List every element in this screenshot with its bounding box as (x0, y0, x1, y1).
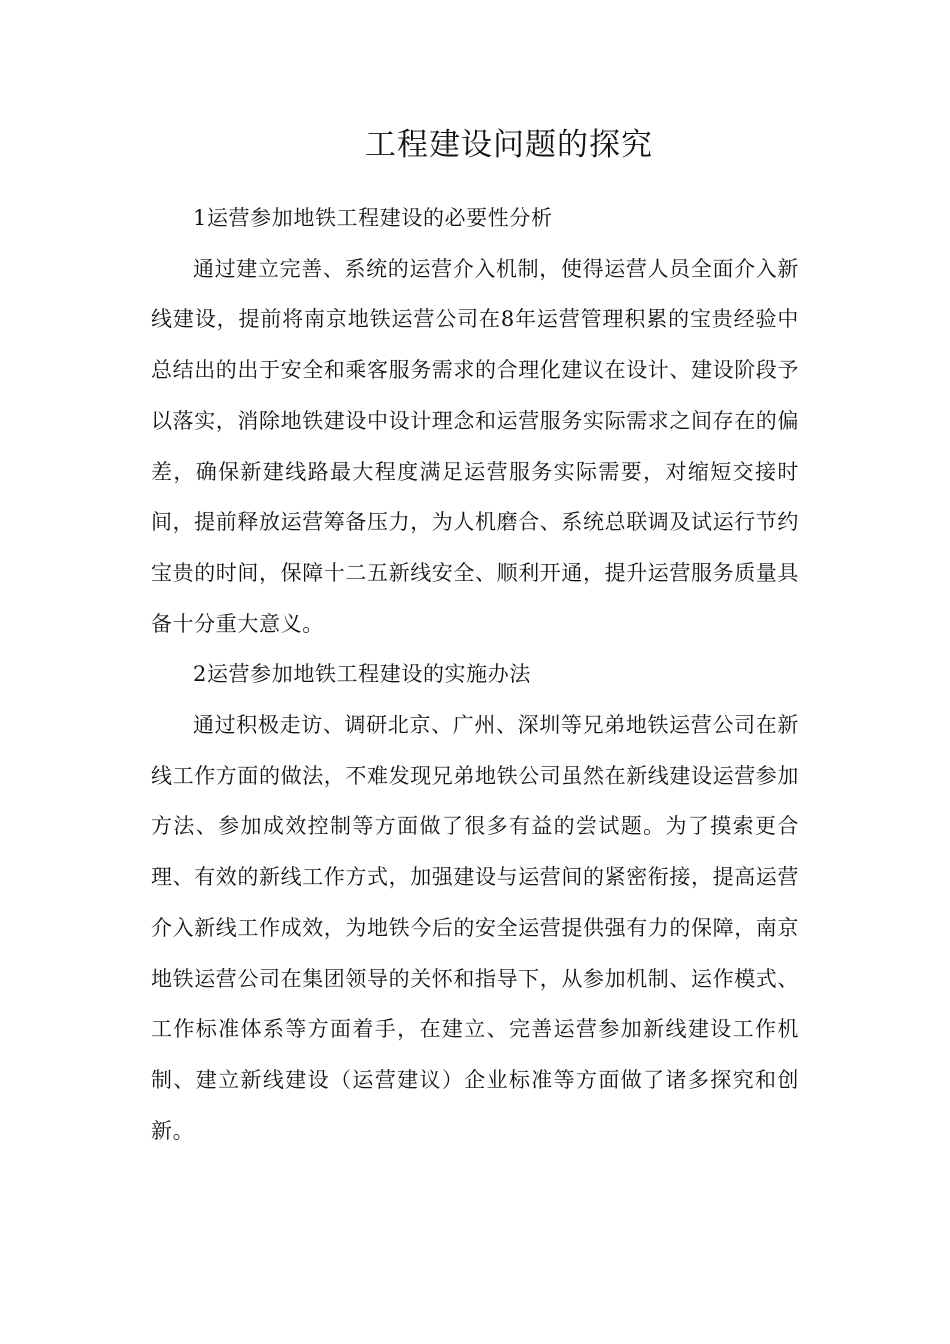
section-paragraph-2: 通过积极走访、调研北京、广州、深圳等兄弟地铁运营公司在新线工作方面的做法，不难发现兄弟地铁公司虽然在新线建设运营参加方法、参加成效控制等方面做了很多有益的尝试题。为了摸索更合理、有效的新线工作方式，加强建设与运营间的紧密衔接，提高运营介入新线工作成效，为地铁今后的安全运营提供强有力的保障，南京地铁运营公司在集团领导的关怀和指导下，从参加机制、运作模式、工作标准体系等方面着手，在建立、完善运营参加新线建设工作机制、建立新线建设（运营建议）企业标准等方面做了诸多探究和创新。 (151, 713, 799, 1143)
section-paragraph-1: 通过建立完善、系统的运营介入机制，使得运营人员全面介入新线建设，提前将南京地铁运营公司在8年运营管理积累的宝贵经验中总结出的出于安全和乘客服务需求的合理化建议在设计、建设阶段予以落实，消除地铁建设中设计理念和运营服务实际需求之间存在的偏差，确保新建线路最大程度满足运营服务实际需要，对缩短交接时间，提前释放运营筹备压力，为人机磨合、系统总联调及试运行节约宝贵的时间，保障十二五新线安全、顺利开通，提升运营服务质量具备十分重大意义。 (151, 256, 799, 636)
document-body (151, 193, 799, 1156)
document-title: 工程建设问题的探究 (365, 127, 653, 163)
section-heading-2: 2运营参加地铁工程建设的实施办法 (193, 662, 531, 687)
section-heading-1: 1运营参加地铁工程建设的必要性分析 (193, 206, 553, 230)
